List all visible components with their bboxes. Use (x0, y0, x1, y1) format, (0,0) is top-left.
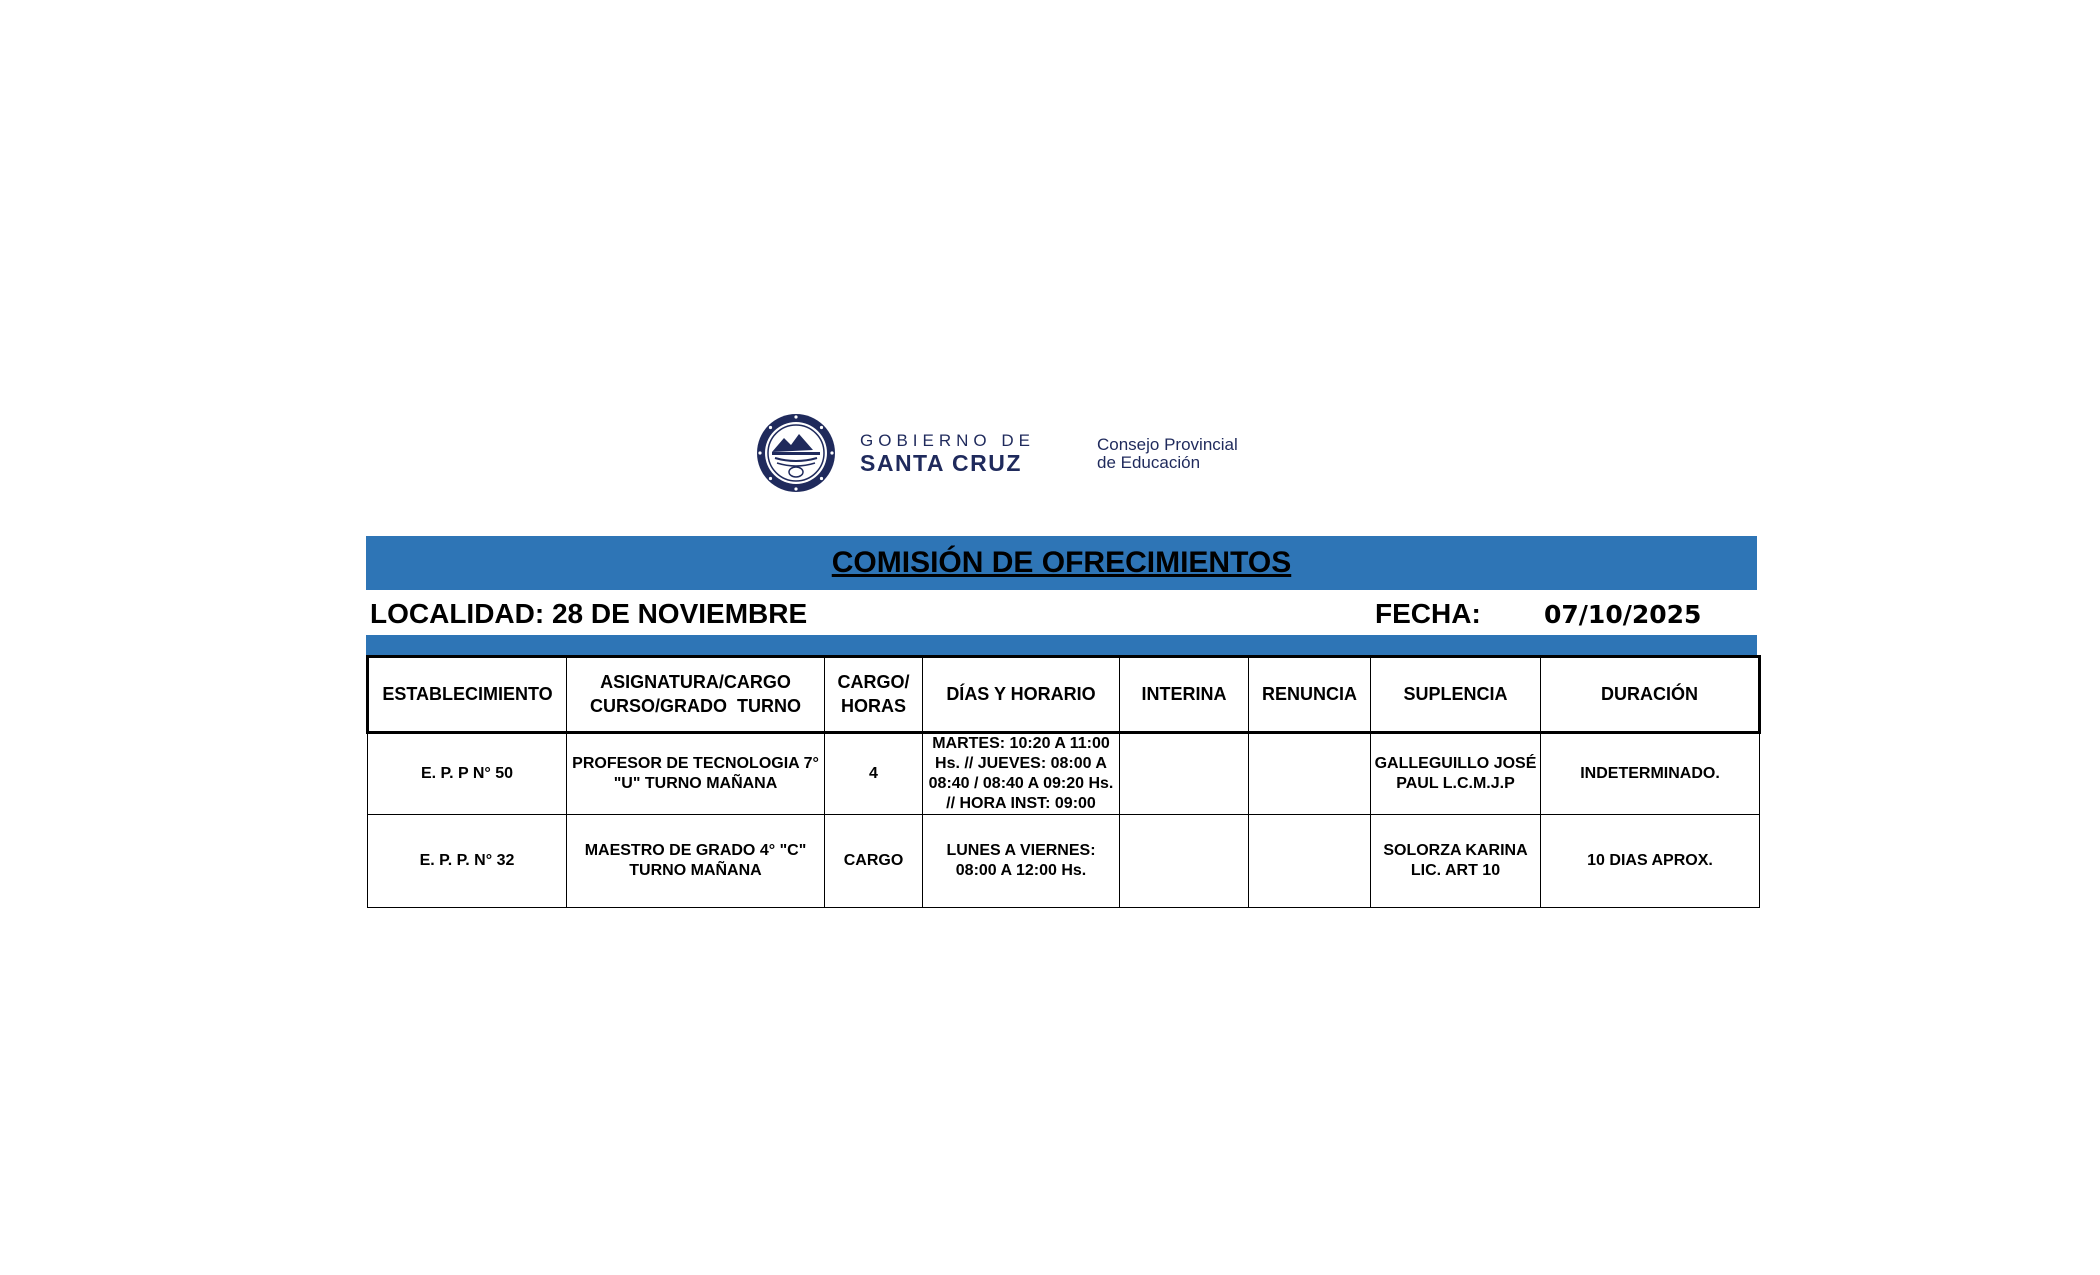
info-row (370, 594, 1757, 634)
table-header-row (368, 657, 1760, 733)
council-line-1: Consejo Provincial (1097, 435, 1238, 454)
gov-line-2: SANTA CRUZ (860, 450, 1022, 476)
table-row (368, 733, 1760, 815)
page-title: COMISIÓN DE OFRECIMIENTOS (831, 546, 1292, 579)
fecha-value: 07/10/2025 (1544, 600, 1702, 629)
header-cargo-horas (825, 657, 923, 733)
cell-duracion: INDETERMINADO. (1541, 733, 1760, 815)
offers-table (366, 655, 1761, 908)
header-cargo-line-1: CARGO/ (837, 672, 910, 693)
cell-dias-horario: LUNES A VIERNES: 08:00 A 12:00 Hs. (923, 815, 1120, 908)
institution-logo (755, 410, 1295, 492)
cell-dias-horario: MARTES: 10:20 A 11:00 Hs. // JUEVES: 08:00 A 08:40 / 08:40 A 09:20 Hs. // HORA INST: 09:00 (923, 733, 1120, 815)
council-line-2: de Educación (1097, 453, 1201, 472)
fecha-label: FECHA: (1375, 598, 1481, 629)
title-bar (366, 536, 1757, 590)
header-dias-horario: DÍAS Y HORARIO (923, 657, 1120, 733)
cell-interina (1120, 815, 1249, 908)
cell-cargo-horas: 4 (825, 733, 923, 815)
cell-renuncia (1249, 815, 1371, 908)
blue-divider (366, 635, 1757, 655)
header-duracion: DURACIÓN (1541, 657, 1760, 733)
header-cargo-line-2: HORAS (840, 695, 906, 716)
cell-duracion: 10 DIAS APROX. (1541, 815, 1760, 908)
government-name (860, 432, 1035, 475)
cell-cargo-horas: CARGO (825, 815, 923, 908)
cell-interina (1120, 733, 1249, 815)
header-asignatura (567, 657, 825, 733)
cell-establecimiento: E. P. P. N° 32 (368, 815, 567, 908)
cell-renuncia (1249, 733, 1371, 815)
header-suplencia: SUPLENCIA (1371, 657, 1541, 733)
cell-asignatura: PROFESOR DE TECNOLOGIA 7° "U" TURNO MAÑANA (567, 733, 825, 815)
provincial-seal-icon (755, 412, 837, 494)
cell-suplencia: SOLORZA KARINA LIC. ART 10 (1371, 815, 1541, 908)
localidad-label: LOCALIDAD: 28 DE NOVIEMBRE (370, 598, 808, 629)
header-renuncia: RENUNCIA (1249, 657, 1371, 733)
header-asignatura-line-2: CURSO/GRADO TURNO (590, 695, 801, 716)
gov-line-1: GOBIERNO DE (860, 431, 1035, 450)
cell-asignatura: MAESTRO DE GRADO 4° "C" TURNO MAÑANA (567, 815, 825, 908)
council-name (1097, 436, 1238, 472)
header-asignatura-line-1: ASIGNATURA/CARGO (600, 672, 791, 693)
cell-establecimiento: E. P. P N° 50 (368, 733, 567, 815)
header-interina: INTERINA (1120, 657, 1249, 733)
cell-suplencia: GALLEGUILLO JOSÉ PAUL L.C.M.J.P (1371, 733, 1541, 815)
header-establecimiento: ESTABLECIMIENTO (368, 657, 567, 733)
table-row (368, 815, 1760, 908)
